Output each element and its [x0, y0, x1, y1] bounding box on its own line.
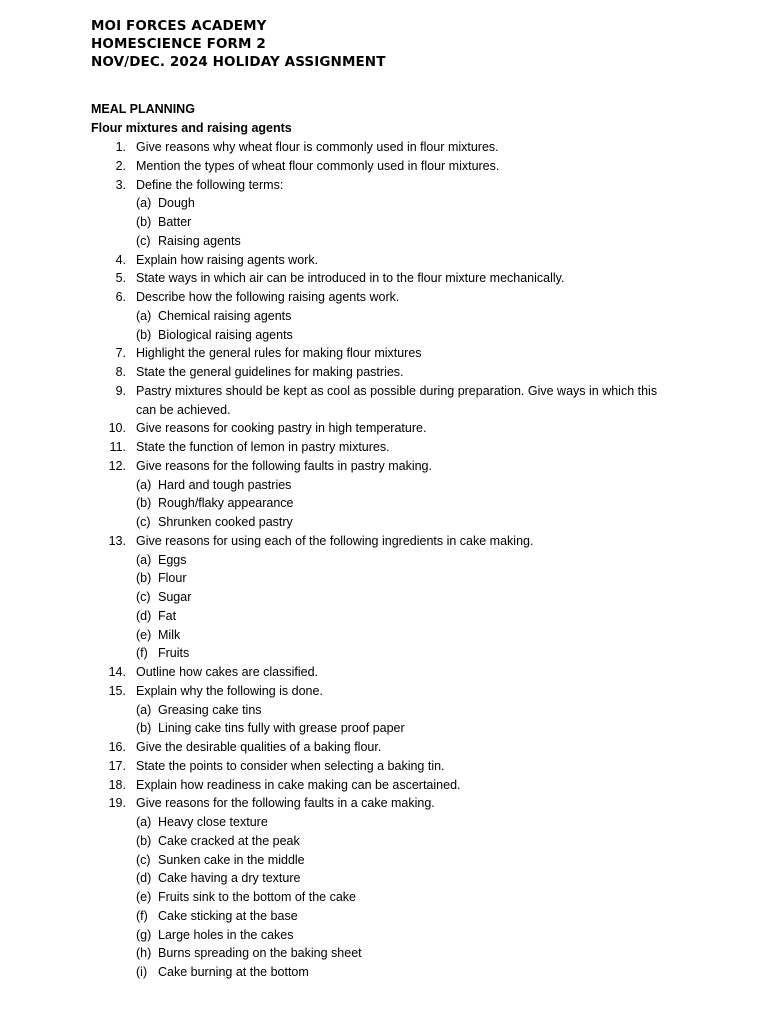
sub-question-item	[136, 701, 676, 720]
sub-question-label: (i)	[136, 965, 148, 979]
sub-question-label: (c)	[136, 233, 151, 248]
question-number: 9.	[115, 383, 126, 398]
sub-question-list	[136, 476, 676, 532]
sub-question-item	[136, 569, 676, 588]
question-text: Outline how cakes are classified.	[136, 665, 319, 679]
sub-question-text: Batter	[158, 215, 192, 229]
sub-question-list	[136, 701, 676, 739]
question-item	[91, 757, 731, 776]
question-text: State the points to consider when selecting a baking tin.	[136, 758, 445, 773]
sub-question-item	[136, 607, 676, 626]
sub-question-item	[136, 944, 676, 963]
question-number: 11.	[109, 440, 126, 454]
question-text: Give the desirable qualities of a baking flour.	[136, 740, 382, 754]
question-row	[91, 757, 731, 776]
sub-question-text: Sugar	[158, 590, 192, 604]
sub-question-text: Cake sticking at the base	[158, 908, 298, 923]
question-text: Give reasons for the following faults in pastry making.	[136, 458, 432, 473]
sub-question-text: Hard and tough pastries	[158, 477, 292, 492]
question-text: Pastry mixtures should be kept as cool as possible during preparation. Give ways in which this can be achieved.	[136, 383, 658, 417]
question-text: State ways in which air can be introduced in to the flour mixture mechanically.	[136, 271, 565, 286]
question-text: Explain why the following is done.	[136, 683, 323, 698]
sub-question-label: (a)	[136, 552, 152, 567]
sub-question-item	[136, 307, 676, 326]
sub-question-text: Flour	[158, 571, 187, 586]
sub-question-label: (a)	[136, 815, 152, 829]
sub-question-label: (d)	[136, 608, 152, 623]
question-row	[91, 738, 731, 757]
sub-question-label: (d)	[136, 871, 152, 886]
sub-question-item	[136, 888, 676, 907]
sub-question-text: Fruits sink to the bottom of the cake	[158, 890, 357, 904]
sub-question-item	[136, 232, 676, 251]
question-text: Explain how readiness in cake making can be ascertained.	[136, 777, 461, 792]
sub-question-item	[136, 213, 676, 232]
sub-question-item	[136, 851, 676, 870]
sub-question-text: Heavy close texture	[158, 815, 268, 829]
question-row	[91, 682, 731, 738]
sub-question-label: (f)	[136, 908, 148, 923]
question-number: 14.	[108, 665, 126, 679]
question-row	[91, 251, 731, 270]
sub-question-label: (f)	[136, 646, 148, 661]
question-number: 8.	[115, 365, 126, 379]
question-item	[91, 344, 731, 363]
sub-question-text: Eggs	[158, 552, 187, 567]
sub-question-list	[136, 813, 676, 982]
question-row	[91, 288, 731, 344]
sub-question-text: Lining cake tins fully with grease proof paper	[158, 721, 405, 736]
sub-question-item	[136, 869, 676, 888]
question-text: Explain how raising agents work.	[136, 252, 319, 267]
question-item	[91, 269, 731, 288]
sub-question-text: Biological raising agents	[158, 327, 293, 342]
sub-question-text: Rough/flaky appearance	[158, 496, 294, 511]
question-item	[91, 682, 731, 738]
sub-question-text: Raising agents	[158, 233, 241, 248]
sub-question-item	[136, 832, 676, 851]
sub-question-label: (h)	[136, 946, 152, 961]
question-text: State the function of lemon in pastry mixtures.	[136, 440, 390, 454]
question-row	[91, 382, 731, 420]
sub-question-label: (b)	[136, 327, 152, 342]
question-row	[91, 363, 731, 382]
question-number: 1.	[115, 140, 126, 154]
question-number: 16.	[108, 740, 126, 754]
question-item	[91, 738, 731, 757]
sub-question-label: (e)	[136, 890, 152, 904]
question-number: 5.	[115, 271, 126, 286]
sub-question-label: (b)	[136, 721, 152, 736]
question-item	[91, 382, 731, 420]
sub-question-label: (c)	[136, 852, 151, 867]
assignment-title: NOV/DEC. 2024 HOLIDAY ASSIGNMENT	[91, 54, 386, 70]
question-item	[91, 663, 731, 682]
question-row	[91, 269, 731, 288]
sub-question-item	[136, 494, 676, 513]
question-number: 4.	[115, 252, 126, 267]
question-text: Highlight the general rules for making flour mixtures	[136, 346, 422, 361]
sub-question-item	[136, 926, 676, 945]
question-number: 6.	[115, 290, 126, 304]
sub-question-text: Burns spreading on the baking sheet	[158, 946, 362, 961]
question-number: 19.	[108, 796, 126, 811]
question-number: 2.	[115, 158, 126, 173]
sub-question-label: (a)	[136, 702, 152, 717]
question-list	[91, 138, 731, 982]
sub-question-label: (c)	[136, 590, 151, 604]
question-row	[91, 532, 731, 663]
question-text: Describe how the following raising agents work.	[136, 290, 400, 304]
question-row	[91, 794, 731, 982]
question-text: Give reasons for using each of the following ingredients in cake making.	[136, 533, 534, 548]
question-item	[91, 776, 731, 795]
question-row	[91, 663, 731, 682]
question-number: 3.	[115, 177, 126, 192]
question-row	[91, 776, 731, 795]
sub-question-label: (b)	[136, 215, 152, 229]
question-item	[91, 251, 731, 270]
sub-question-item	[136, 194, 676, 213]
sub-question-text: Milk	[158, 627, 181, 642]
question-row	[91, 157, 731, 176]
question-row	[91, 344, 731, 363]
sub-question-label: (a)	[136, 196, 152, 211]
sub-question-item	[136, 513, 676, 532]
question-item	[91, 363, 731, 382]
sub-question-item	[136, 719, 676, 738]
question-number: 17.	[108, 758, 126, 773]
sub-question-label: (e)	[136, 627, 152, 642]
question-item	[91, 794, 731, 982]
question-number: 10.	[108, 421, 126, 436]
sub-question-item	[136, 963, 676, 982]
question-row	[91, 457, 731, 532]
sub-question-item	[136, 476, 676, 495]
question-row	[91, 176, 731, 251]
sub-question-label: (g)	[136, 927, 152, 942]
meal-planning-section	[91, 100, 731, 982]
sub-question-label: (a)	[136, 308, 152, 323]
question-item	[91, 532, 731, 663]
sub-question-text: Fat	[158, 608, 177, 623]
question-number: 13.	[108, 533, 126, 548]
sub-question-item	[136, 588, 676, 607]
sub-question-item	[136, 813, 676, 832]
subsection-title: Flour mixtures and raising agents	[91, 121, 292, 135]
question-item	[91, 419, 731, 438]
sub-question-item	[136, 644, 676, 663]
question-item	[91, 288, 731, 344]
sub-question-label: (b)	[136, 833, 152, 848]
question-text: Mention the types of wheat flour commonly used in flour mixtures.	[136, 158, 500, 173]
question-number: 12.	[108, 458, 126, 473]
question-item	[91, 157, 731, 176]
sub-question-text: Cake cracked at the peak	[158, 833, 300, 848]
question-text: Give reasons for cooking pastry in high temperature.	[136, 421, 427, 436]
sub-question-text: Chemical raising agents	[158, 308, 292, 323]
document-header	[91, 17, 731, 71]
question-item	[91, 176, 731, 251]
sub-question-text: Dough	[158, 196, 195, 211]
question-text: Give reasons why wheat flour is commonly used in flour mixtures.	[136, 140, 499, 154]
question-text: Define the following terms:	[136, 177, 284, 192]
question-text: Give reasons for the following faults in a cake making.	[136, 796, 435, 811]
sub-question-list	[136, 551, 676, 664]
sub-question-list	[136, 307, 676, 345]
sub-question-label: (c)	[136, 515, 151, 529]
sub-question-list	[136, 194, 676, 250]
sub-question-text: Sunken cake in the middle	[158, 852, 305, 867]
question-item	[91, 457, 731, 532]
question-number: 18.	[108, 777, 126, 792]
sub-question-text: Cake burning at the bottom	[158, 965, 309, 979]
sub-question-text: Shrunken cooked pastry	[158, 515, 293, 529]
question-number: 15.	[108, 683, 126, 698]
sub-question-text: Fruits	[158, 646, 190, 661]
question-item	[91, 138, 731, 157]
question-row	[91, 419, 731, 438]
sub-question-item	[136, 907, 676, 926]
sub-question-item	[136, 326, 676, 345]
question-row	[91, 138, 731, 157]
question-item	[91, 438, 731, 457]
sub-question-item	[136, 626, 676, 645]
question-row	[91, 438, 731, 457]
sub-question-text: Cake having a dry texture	[158, 871, 301, 886]
sub-question-text: Large holes in the cakes	[158, 927, 294, 942]
subject-form: HOMESCIENCE FORM 2	[91, 36, 266, 52]
sub-question-text: Greasing cake tins	[158, 702, 262, 717]
section-title: MEAL PLANNING	[91, 102, 195, 116]
question-text: State the general guidelines for making pastries.	[136, 365, 404, 379]
sub-question-label: (a)	[136, 477, 152, 492]
sub-question-item	[136, 551, 676, 570]
sub-question-label: (b)	[136, 571, 152, 586]
school-name: MOI FORCES ACADEMY	[91, 18, 267, 34]
sub-question-label: (b)	[136, 496, 152, 511]
question-number: 7.	[115, 346, 126, 361]
